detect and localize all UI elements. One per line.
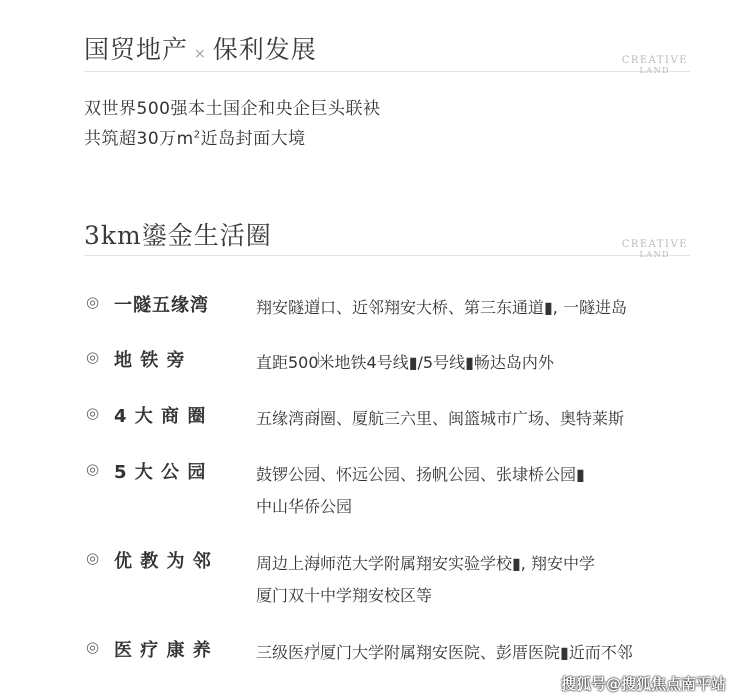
brand-mark-1: CREATIVE LAND bbox=[621, 55, 688, 75]
partner-left: 国贸地产 bbox=[84, 35, 189, 64]
feature-label: 5 大 公 园 bbox=[114, 462, 207, 483]
partner-right: 保利发展 bbox=[212, 35, 317, 64]
bullet-icon: ◎ bbox=[86, 549, 100, 567]
intro-line-1: 双世界500强本土国企和央企巨头联袂 bbox=[84, 99, 381, 119]
bullet-icon: ◎ bbox=[86, 404, 100, 422]
feature-desc: 直距500米地铁4号线▮/5号线▮畅达岛内外 bbox=[256, 353, 554, 372]
feature-desc: 五缘湾商圈、厦航三六里、闽篮城市广场、奥特莱斯 bbox=[256, 409, 625, 428]
section-title-lifestyle: 3km鎏金生活圈 bbox=[84, 221, 272, 250]
brand-mark-2: CREATIVE LAND bbox=[621, 239, 688, 259]
feature-label: 医 疗 康 养 bbox=[114, 640, 212, 661]
feature-label: 4 大 商 圈 bbox=[114, 406, 207, 427]
bullet-icon: ◎ bbox=[86, 638, 100, 656]
times-symbol: × bbox=[194, 46, 207, 62]
feature-label: 优 教 为 邻 bbox=[114, 551, 212, 572]
feature-label: 一隧五缘湾 bbox=[114, 295, 209, 316]
feature-desc: 三级医疗厦门大学附属翔安医院、彭厝医院▮近而不邻 bbox=[256, 643, 633, 662]
bullet-icon: ◎ bbox=[86, 348, 100, 366]
feature-desc: 周边上海师范大学附属翔安实验学校▮, 翔安中学 厦门双十中学翔安校区等 bbox=[256, 554, 595, 605]
divider-1 bbox=[84, 71, 690, 72]
section-title-partners bbox=[84, 30, 317, 66]
source-watermark: 搜狐号@搜狐焦点南平站 bbox=[560, 675, 726, 693]
intro-line-2: 共筑超30万$m^2$近岛封面大境 bbox=[84, 129, 306, 149]
bullet-icon: ◎ bbox=[86, 460, 100, 478]
feature-desc: 鼓锣公园、怀远公园、扬帆公园、张埭桥公园▮ 中山华侨公园 bbox=[256, 465, 585, 516]
feature-label: 地 铁 旁 bbox=[114, 350, 186, 371]
feature-desc: 翔安隧道口、近邻翔安大桥、第三东通道▮, 一隧进岛 bbox=[256, 298, 627, 317]
divider-2 bbox=[84, 255, 690, 256]
bullet-icon: ◎ bbox=[86, 293, 100, 311]
